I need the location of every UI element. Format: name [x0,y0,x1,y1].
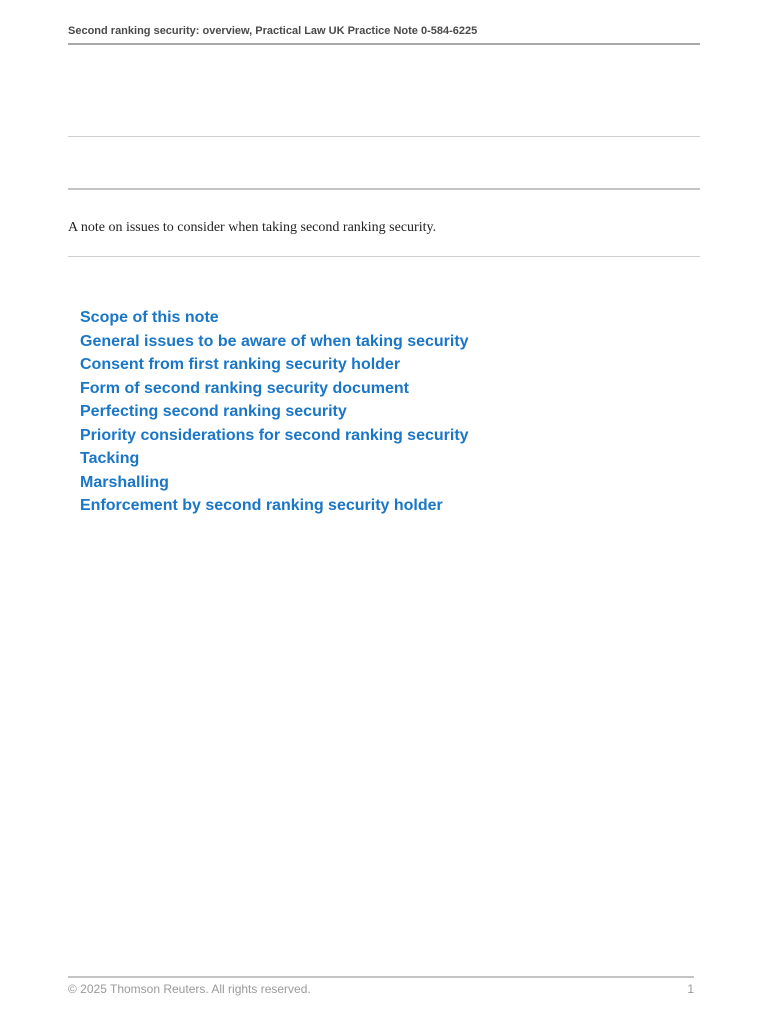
toc-item [80,495,469,519]
section-divider-3 [68,256,700,257]
footer-copyright: © 2025 Thomson Reuters. All rights reserved. [68,982,311,996]
toc-item [80,425,469,449]
toc-item [80,378,469,402]
toc-link-consent[interactable]: Consent from first ranking security holder [80,356,401,373]
toc-link-enforcement[interactable]: Enforcement by second ranking security holder [80,497,443,514]
toc-item [80,472,469,496]
toc-link-marshalling[interactable]: Marshalling [80,473,169,491]
section-divider-1 [68,136,700,137]
toc-link-perfecting[interactable]: Perfecting second ranking security [80,403,347,420]
toc-item [80,354,469,378]
header-divider [68,43,700,45]
toc-link-priority[interactable]: Priority considerations for second ranking security [80,426,469,444]
document-summary: A note on issues to consider when taking second ranking security. [68,220,437,235]
toc-link-tacking[interactable]: Tacking [80,450,140,467]
toc-item [80,331,469,355]
footer-divider [68,976,694,978]
document-header-title: Second ranking security: overview, Practical Law UK Practice Note 0-584-6225 [68,25,478,37]
toc-item [80,401,469,425]
table-of-contents [80,307,469,519]
toc-link-general-issues[interactable]: General issues to be aware of when taking security [80,332,469,350]
toc-link-form[interactable]: Form of second ranking security document [80,379,409,397]
toc-link-scope[interactable]: Scope of this note [80,309,219,326]
section-divider-2 [68,188,700,190]
toc-item [80,307,469,331]
page-number: 1 [687,982,694,996]
toc-item [80,448,469,472]
